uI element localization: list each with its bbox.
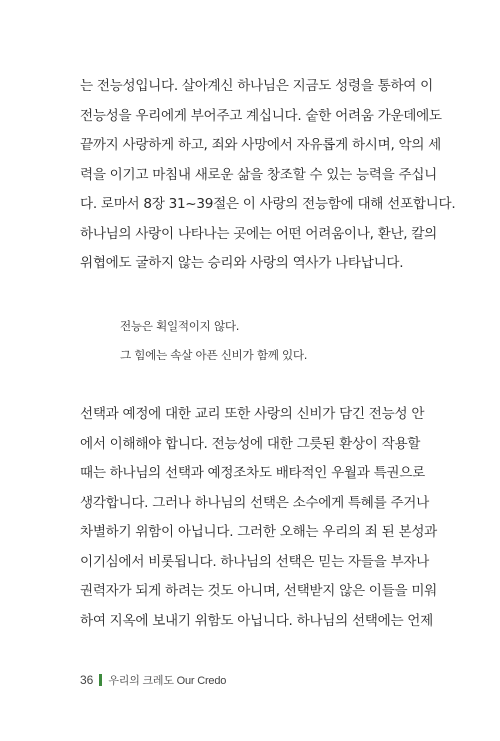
text-line: 하나님의 사랑이 나타나는 곳에는 어떤 어려움이나, 환난, 칼의 bbox=[80, 225, 437, 242]
text-line: 는 전능성입니다. 살아계신 하나님은 지금도 성령을 통하여 이 bbox=[80, 78, 433, 94]
body-paragraph-2 bbox=[80, 400, 437, 636]
text-line: 다. 로마서 8장 31~39절은 이 사랑의 전능함에 대해 선포합니다. bbox=[80, 196, 456, 212]
text-line: 끝까지 사랑하게 하고, 죄와 사망에서 자유롭게 하시며, 악의 세 bbox=[80, 137, 441, 153]
text-line: 때는 하나님의 선택과 예정조차도 배타적인 우월과 특권으로 bbox=[80, 465, 425, 481]
text-line: 차별하기 위함이 아닙니다. 그러한 오해는 우리의 죄 된 본성과 bbox=[80, 524, 437, 540]
running-title: 우리의 크레도 Our Credo bbox=[108, 675, 227, 687]
text-line: 생각합니다. 그러나 하나님의 선택은 소수에게 특혜를 주거나 bbox=[80, 494, 429, 511]
text-line: 력을 이기고 마침내 새로운 삶을 창조할 수 있는 능력을 주십니 bbox=[80, 166, 437, 183]
block-quote bbox=[120, 312, 420, 370]
text-line: 이기심에서 비롯됩니다. 하나님의 선택은 믿는 자들을 부자나 bbox=[80, 553, 429, 570]
text-line: 전능성을 우리에게 부어주고 계십니다. 숱한 어려움 가운데에도 bbox=[80, 107, 442, 124]
text-line: 선택과 예정에 대한 교리 또한 사랑의 신비가 담긴 전능성 안 bbox=[80, 406, 425, 422]
quote-line: 그 힘에는 속살 아픈 신비가 함께 있다. bbox=[120, 348, 308, 362]
text-line: 에서 이해해야 합니다. 전능성에 대한 그릇된 환상이 작용할 bbox=[80, 435, 421, 452]
text-line: 권력자가 되게 하려는 것도 아니며, 선택받지 않은 이들을 미워 bbox=[80, 583, 437, 599]
body-paragraph-1 bbox=[80, 72, 456, 279]
page-footer bbox=[80, 672, 226, 688]
quote-line: 전능은 획일적이지 않다. bbox=[120, 319, 240, 333]
text-line: 위협에도 굴하지 않는 승리와 사랑의 역사가 나타납니다. bbox=[80, 255, 404, 271]
footer-divider-bar bbox=[99, 674, 102, 686]
page-number: 36 bbox=[80, 673, 94, 687]
text-line: 하여 지옥에 보내기 위함도 아닙니다. 하나님의 선택에는 언제 bbox=[80, 612, 433, 629]
